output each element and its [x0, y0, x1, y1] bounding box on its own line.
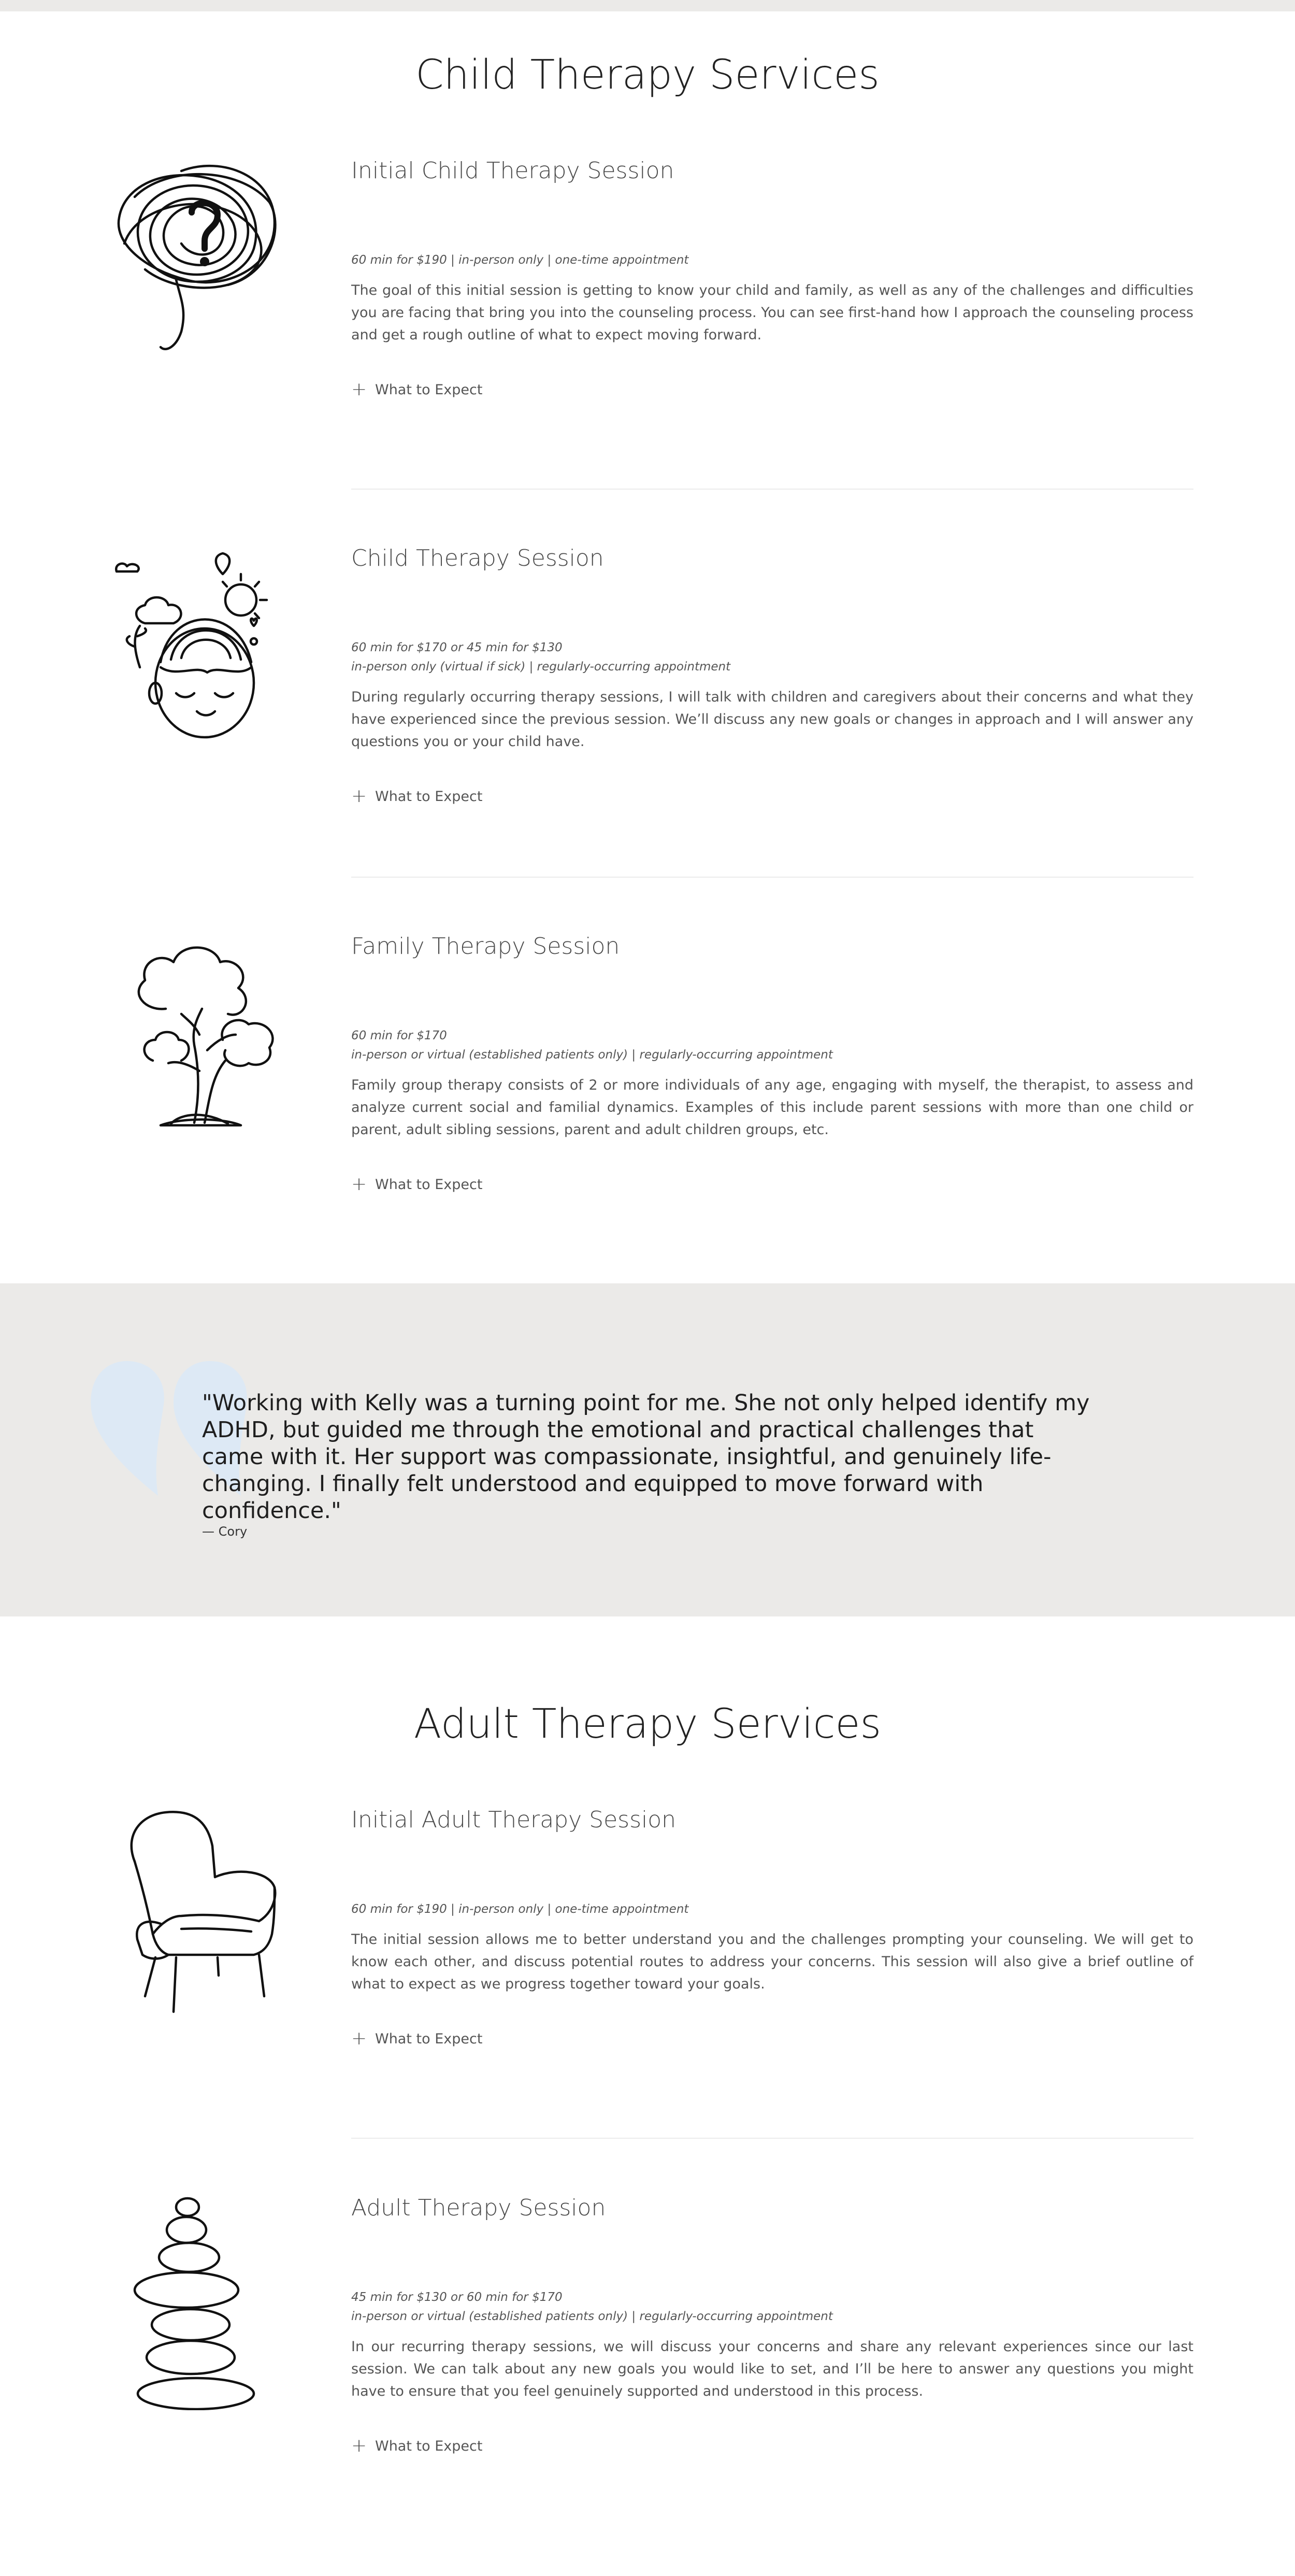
service-content	[351, 155, 1193, 399]
service-meta-line: in-person or virtual (established patients only) | regularly-occurring appointment	[351, 2310, 833, 2323]
plus-icon: +	[351, 379, 367, 400]
service-description: The initial session allows me to better understand you and the challenges prompting your counseling. We will get to know each other, and discuss potential routes to address your concerns. This session will also give a brief outline of what to expect as we progress together toward your goals.	[351, 1931, 1193, 1992]
service-content	[351, 2193, 1193, 2455]
what-to-expect-toggle[interactable]	[351, 2029, 1193, 2048]
section-title-adult: Adult Therapy Services	[413, 1701, 882, 1748]
plus-icon: +	[351, 785, 367, 807]
service-title: Child Therapy Session	[351, 545, 604, 571]
service-meta	[351, 1026, 1193, 1065]
service-meta	[351, 251, 1193, 270]
service-title: Initial Adult Therapy Session	[351, 1807, 677, 1833]
what-to-expect-toggle[interactable]	[351, 2437, 1193, 2455]
service-meta-line: 45 min for $130 or 60 min for $170	[351, 2291, 563, 2304]
divider	[351, 877, 1193, 878]
plus-icon: +	[351, 1173, 367, 1195]
service-content	[351, 1805, 1193, 2048]
stacked-stones-icon	[104, 2193, 300, 2410]
service-meta-line: 60 min for $190 | in-person only | one-time appointment	[351, 253, 689, 267]
service-title: Family Therapy Session	[351, 933, 620, 960]
plus-icon: +	[351, 2028, 367, 2049]
service-meta-line: 60 min for $190 | in-person only | one-time appointment	[351, 1902, 689, 1916]
service-meta-line: in-person only (virtual if sick) | regularly-occurring appointment	[351, 660, 731, 674]
top-strip	[0, 0, 1295, 11]
service-meta	[351, 2288, 1193, 2326]
testimonial-quote: "Working with Kelly was a turning point for me. She not only helped identify my ADHD, but guided me through the emotional and practical challenges that came with it. Her support was compassionate, insightful, and genuinely life-changing. I finally felt understood and equipped to move forward with confidence."	[202, 1390, 1090, 1524]
what-to-expect-label: What to Expect	[375, 788, 483, 805]
what-to-expect-label: What to Expect	[375, 381, 483, 398]
child-head-rainbow-icon	[104, 543, 300, 761]
service-description: The goal of this initial session is getting to know your child and family, as well as any of the challenges and difficulties you are facing that bring you into the counseling process. You can see first-hand how I approach the counseling process and get a rough outline of what to expect moving forward.	[351, 282, 1193, 343]
service-content	[351, 543, 1193, 806]
service-meta-line: 60 min for $170	[351, 1029, 447, 1042]
what-to-expect-toggle[interactable]	[351, 1175, 1193, 1194]
service-meta	[351, 1900, 1193, 1919]
what-to-expect-label: What to Expect	[375, 2030, 483, 2047]
service-meta	[351, 638, 1193, 677]
testimonial-band	[0, 1283, 1295, 1616]
plus-icon: +	[351, 2435, 367, 2456]
testimonial-author: — Cory	[202, 1524, 248, 1539]
service-title: Initial Child Therapy Session	[351, 158, 674, 184]
what-to-expect-label: What to Expect	[375, 2438, 483, 2454]
what-to-expect-toggle[interactable]	[351, 787, 1193, 806]
service-description: Family group therapy consists of 2 or more individuals of any age, engaging with myself, the therapist, to assess and analyze current social and familial dynamics. Examples of this include parent sessions with more than one child or parent, adult sibling sessions, parent and adult children groups, etc.	[351, 1077, 1193, 1138]
service-meta-line: in-person or virtual (established patients only) | regularly-occurring appointment	[351, 1048, 833, 1062]
service-description: During regularly occurring therapy sessions, I will talk with children and caregivers about their concerns and what they have experienced since the previous session. We’ll discuss any new goals or changes in approach and I will answer any questions you or your child have.	[351, 689, 1193, 750]
scribble-question-icon	[104, 155, 300, 373]
armchair-icon	[104, 1805, 300, 2022]
divider	[351, 489, 1193, 490]
section-title-child: Child Therapy Services	[415, 52, 880, 98]
what-to-expect-toggle[interactable]	[351, 380, 1193, 399]
service-content	[351, 931, 1193, 1194]
service-title: Adult Therapy Session	[351, 2195, 606, 2221]
service-description: In our recurring therapy sessions, we will discuss your concerns and share any relevant experiences since our last session. We can talk about any new goals you would like to set, and I’ll be here to answer any questions you might have to ensure that you feel genuinely supported and understood in this process.	[351, 2339, 1193, 2399]
tree-icon	[104, 931, 300, 1149]
service-meta-line: 60 min for $170 or 45 min for $130	[351, 641, 563, 654]
what-to-expect-label: What to Expect	[375, 1176, 483, 1193]
divider	[351, 2138, 1193, 2139]
